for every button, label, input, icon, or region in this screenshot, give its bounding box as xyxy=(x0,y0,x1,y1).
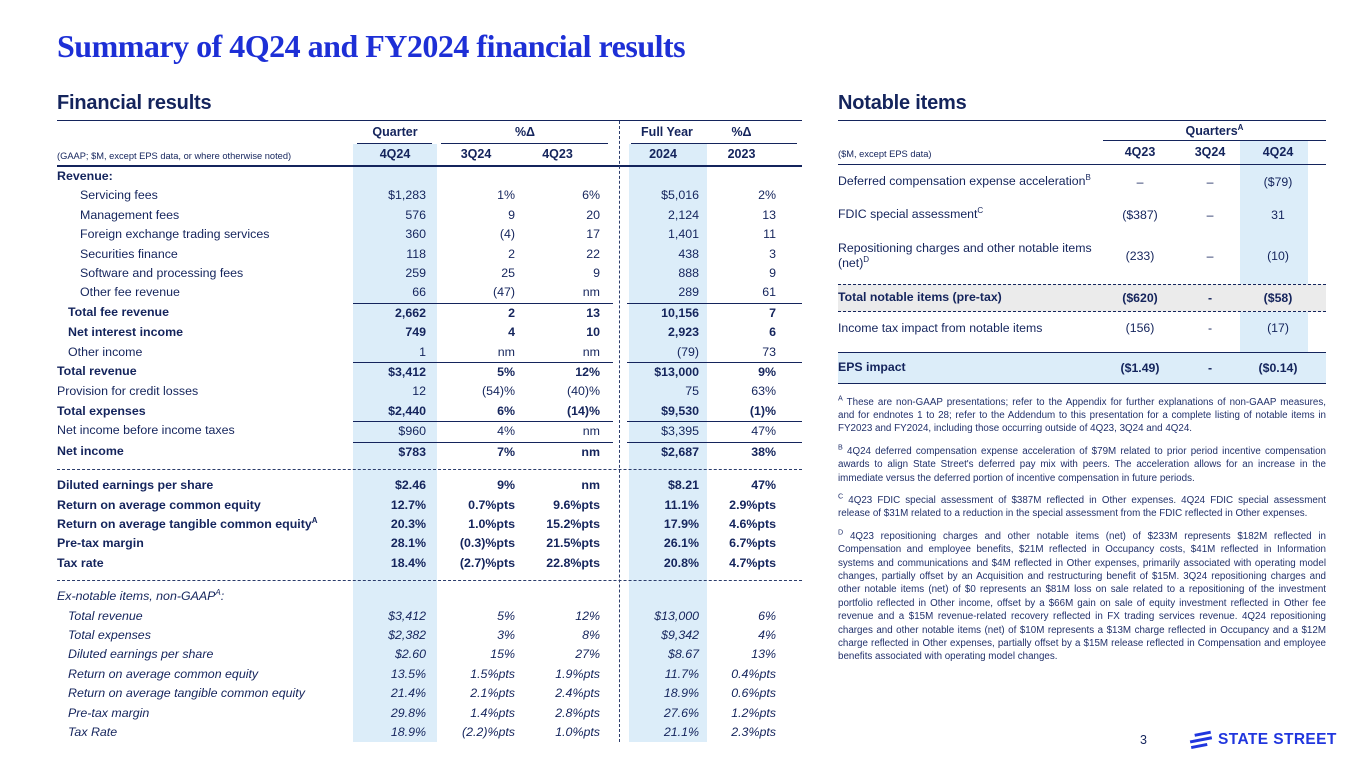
table-row xyxy=(838,165,1326,198)
cell-2023: 0.4%pts xyxy=(731,666,776,681)
cell-2023: 38% xyxy=(751,444,776,459)
vertical-dashed-divider xyxy=(619,121,620,742)
cell-4q24: $2.46 xyxy=(394,478,426,493)
cell-2023: 47% xyxy=(751,478,776,493)
cell-2023: 13% xyxy=(751,647,776,662)
financial-results-heading: Financial results xyxy=(57,92,212,114)
cell-2024: $13,000 xyxy=(654,365,699,380)
cell-3q24: 4 xyxy=(508,325,515,340)
table-row xyxy=(57,206,802,225)
brand-wordmark: STATE STREET xyxy=(1218,731,1337,748)
cell-2023: 9 xyxy=(769,266,776,281)
cell-2023: 9% xyxy=(758,365,776,380)
cell-4q23: ($1.49) xyxy=(1120,360,1160,375)
cell-4q23: nm xyxy=(581,478,600,493)
notable-items-section xyxy=(838,92,1326,673)
group-pct-change-year-label: %Δ xyxy=(731,125,752,139)
cell-4q23: nm xyxy=(581,444,600,459)
cell-4q24: $960 xyxy=(398,424,426,439)
row-label: Software and processing fees xyxy=(80,266,244,281)
state-street-logo-icon xyxy=(1188,730,1213,750)
row-label: EPS impact xyxy=(838,360,906,375)
table-row xyxy=(57,515,802,534)
cell-3q24: 6% xyxy=(497,403,515,418)
cell-4q23: 12% xyxy=(575,365,600,380)
cell-3q24: 1.4%pts xyxy=(470,705,515,720)
state-street-logo xyxy=(1188,730,1337,750)
cell-4q24: ($0.14) xyxy=(1258,360,1298,375)
cell-2024: 11.7% xyxy=(664,666,699,681)
cell-4q23: 12% xyxy=(575,608,600,623)
cell-4q23: (156) xyxy=(1125,321,1155,336)
cell-2024: $9,342 xyxy=(661,627,699,642)
cell-4q24: 749 xyxy=(405,325,426,340)
row-label: Other income xyxy=(68,344,143,359)
cell-3q24: (2.2)%pts xyxy=(461,724,515,739)
cell-2023: 2.9%pts xyxy=(729,497,776,512)
cell-2024: $9,530 xyxy=(661,403,699,418)
cell-4q23: 6% xyxy=(582,188,600,203)
cell-4q24: 66 xyxy=(412,285,426,300)
table-row xyxy=(57,554,802,573)
col-2023: 2023 xyxy=(727,147,756,161)
cell-3q24: (54)% xyxy=(481,384,515,399)
cell-2024: 438 xyxy=(678,246,699,261)
row-label: Total expenses xyxy=(57,403,146,418)
row-label: Return on average common equity xyxy=(68,666,259,681)
cell-4q24: 12 xyxy=(412,384,426,399)
cell-2024: 289 xyxy=(678,285,699,300)
footnote: $^D$ 4Q23 repositioning charges and other notable items (net) of $233M represents $182M reflected in Compensation and employee benefits, $21M reflected in Occupancy costs, $41M reflected in Information systems and communications and $4M reflected in Other expenses, primarily associated with operating model changes, partially offset by an Acquisition and restructuring benefit of $15M. 3Q24 repositioning charges and other notable items (net) of $0 represents an $81M loss on sale related to a repositioning of the investment portfolio reflected in Other income, offset by a $66M gain on sale of equity investment reflected in Other fee revenue and a $15M revenue-related recovery reflected in FX trading services revenue. 4Q24 repositioning charges and other notable items (net) of $10M represents a $13M charge reflected in Occupancy and a $12M charge reflected in Other expenses, partially offset by a $15M release reflected in Compensation and employee benefits associated with operating model changes. xyxy=(838,527,1326,663)
table-row xyxy=(57,323,802,342)
cell-2024: 11.1% xyxy=(664,497,699,512)
cell-2024 xyxy=(627,167,707,186)
col-4q24: 4Q24 xyxy=(1262,145,1294,159)
row-label: Total expenses xyxy=(68,627,151,642)
table-row xyxy=(57,186,802,205)
row-label: Net income before income taxes xyxy=(57,423,235,438)
table-row xyxy=(838,312,1326,345)
cell-4q24: 20.3% xyxy=(390,516,426,531)
cell-2024: $13,000 xyxy=(654,608,699,623)
table-row xyxy=(57,645,802,664)
cell-4q24: $1,283 xyxy=(388,188,426,203)
page-number: 3 xyxy=(1140,733,1147,747)
cell-4q24: 28.1% xyxy=(390,536,426,551)
col-2024: 2024 xyxy=(649,147,677,161)
row-label: Ex-notable items, non-$GAAP^A$: xyxy=(57,588,225,604)
cell-2023: 73 xyxy=(762,344,776,359)
quarters-footnote-ref: A xyxy=(1237,122,1244,132)
row-label: Tax Rate xyxy=(68,724,118,739)
table-row xyxy=(57,402,802,421)
table-row xyxy=(57,496,802,515)
row-label: Revenue: xyxy=(57,169,113,183)
cell-2023: 2% xyxy=(758,188,776,203)
cell-4q24: 31 xyxy=(1271,208,1285,223)
cell-2023: 47% xyxy=(751,424,776,439)
row-label: Securities finance xyxy=(80,246,178,261)
cell-4q24: 18.9% xyxy=(390,724,426,739)
cell-4q23: 2.4%pts xyxy=(555,686,600,701)
row-label: Repositioning charges and other notable items (net)$^D$ xyxy=(838,240,1092,271)
col-4q23: 4Q23 xyxy=(542,147,573,161)
cell-4q24: $2,382 xyxy=(388,627,426,642)
financial-results-table xyxy=(57,120,802,742)
row-label: Pre-tax margin xyxy=(57,536,144,551)
table-row xyxy=(838,232,1326,281)
cell-3q24: (0.3)%pts xyxy=(459,536,515,551)
table-row xyxy=(57,442,802,462)
cell-4q24: (10) xyxy=(1267,249,1289,264)
row-label: Diluted earnings per share xyxy=(68,647,214,662)
group-full-year xyxy=(627,125,802,144)
cell-4q23: ($387) xyxy=(1122,208,1158,223)
cell-2024 xyxy=(627,587,707,606)
row-label: Total revenue xyxy=(68,608,143,623)
row-label: Management fees xyxy=(80,207,180,222)
cell-4q24: $783 xyxy=(398,444,426,459)
row-label: Servicing fees xyxy=(80,188,158,203)
cell-4q23 xyxy=(515,167,613,186)
financial-results-section xyxy=(57,92,802,742)
row-label: Net income xyxy=(57,443,124,458)
page-title: Summary of 4Q24 and FY2024 financial results xyxy=(57,28,686,64)
cell-4q23: 9 xyxy=(593,266,600,281)
footnote: $^B$ 4Q24 deferred compensation expense acceleration of $79M related to prior period incentive compensation awards to align State Street's deferred pay mix with peers. The acceleration allows for an increase in the immediate versus the deferred portion of incentive compensation in future periods. xyxy=(838,442,1326,484)
quarters-label: Quarters xyxy=(1185,124,1238,138)
cell-4q24: 21.4% xyxy=(390,686,426,701)
cell-2024: 26.1% xyxy=(663,536,699,551)
cell-4q23: – xyxy=(1136,174,1144,189)
cell-4q24: (17) xyxy=(1267,321,1289,336)
cell-3q24: 2.1%pts xyxy=(470,686,515,701)
cell-4q24 xyxy=(353,167,437,186)
cell-2023: 1.2%pts xyxy=(731,705,776,720)
cell-3q24: 1% xyxy=(497,188,515,203)
cell-2023 xyxy=(707,167,802,186)
cell-4q23: 22.8%pts xyxy=(546,555,600,570)
cell-2023: 61 xyxy=(762,285,776,300)
notable-items-table xyxy=(838,120,1326,384)
cell-2024: 17.9% xyxy=(663,516,699,531)
row-label: Return on average common equity xyxy=(57,497,261,512)
table-row xyxy=(57,382,802,401)
cell-2023: 13 xyxy=(762,207,776,222)
cell-4q24: 29.8% xyxy=(390,705,426,720)
cell-3q24: 1.0%pts xyxy=(468,516,515,531)
cell-4q23: 10 xyxy=(586,325,600,340)
table-row xyxy=(57,469,802,495)
notable-units-note: ($M, except EPS data) xyxy=(838,149,932,159)
cell-2023: 6% xyxy=(758,608,776,623)
footnote: $^C$ 4Q23 FDIC special assessment of $387M reflected in Other expenses. 4Q24 FDIC special assessment release of $31M related to a reduction in the special assessment from the FDIC reflected in Other expenses. xyxy=(838,491,1326,520)
table-row xyxy=(57,343,802,362)
table-row xyxy=(838,352,1326,383)
cell-4q24: 2,662 xyxy=(394,305,426,320)
cell-4q23: 15.2%pts xyxy=(546,516,600,531)
cell-3q24: 2 xyxy=(508,246,515,261)
cell-2024: $3,395 xyxy=(661,424,699,439)
table-row xyxy=(57,245,802,264)
cell-3q24: (47) xyxy=(492,285,515,300)
cell-4q23 xyxy=(515,587,613,606)
cell-2023 xyxy=(707,587,802,606)
footnotes xyxy=(838,393,1326,664)
row-label: FDIC special assessment$^C$ xyxy=(838,206,984,222)
table-row xyxy=(57,684,802,703)
cell-4q23: 27% xyxy=(575,647,600,662)
cell-2024: 888 xyxy=(678,266,699,281)
cell-3q24: 1.5%pts xyxy=(470,666,515,681)
cell-2024: 27.6% xyxy=(663,705,699,720)
table-row xyxy=(57,167,802,186)
row-label: Other fee revenue xyxy=(80,285,180,300)
col-3q24: 3Q24 xyxy=(460,147,492,161)
group-quarter: Quarter xyxy=(353,125,437,144)
cell-2023: 11 xyxy=(763,227,776,242)
column-group-header-row xyxy=(57,121,802,144)
cell-4q23: (40)% xyxy=(566,384,600,399)
row-label: Foreign exchange trading services xyxy=(80,227,270,242)
cell-3q24: nm xyxy=(497,344,515,359)
row-label: Return on average tangible common equity$^A$ xyxy=(57,515,318,531)
cell-3q24: 7% xyxy=(497,444,515,459)
cell-2024: 20.8% xyxy=(663,555,699,570)
notable-column-header-row xyxy=(838,141,1326,165)
cell-4q24: $3,412 xyxy=(388,608,426,623)
row-label: Total notable items (pre-tax) xyxy=(838,290,1002,305)
cell-3q24 xyxy=(437,167,515,186)
cell-2024: $5,016 xyxy=(661,188,699,203)
cell-2024: 2,923 xyxy=(667,325,699,340)
row-label: Net interest income xyxy=(68,325,183,340)
cell-4q24: ($79) xyxy=(1263,174,1293,189)
table-row xyxy=(57,723,802,742)
cell-2024: 75 xyxy=(685,384,699,399)
cell-4q24: 18.4% xyxy=(390,555,426,570)
table-row xyxy=(838,284,1326,311)
cell-4q23: 9.6%pts xyxy=(553,497,600,512)
cell-2024: 1,401 xyxy=(667,227,699,242)
cell-4q23: 2.8%pts xyxy=(555,705,600,720)
table-row xyxy=(57,704,802,723)
table-row xyxy=(57,225,802,244)
cell-2023: 4.7%pts xyxy=(729,555,776,570)
cell-4q23: 13 xyxy=(586,305,600,320)
cell-3q24: – xyxy=(1206,249,1214,264)
cell-2023: (1)% xyxy=(749,403,776,418)
col-3q24: 3Q24 xyxy=(1194,145,1226,159)
cell-4q23: 22 xyxy=(586,246,600,261)
cell-3q24: – xyxy=(1206,174,1214,189)
cell-2024: $8.67 xyxy=(667,647,699,662)
row-label: Provision for credit losses xyxy=(57,384,199,399)
cell-2023: 6.7%pts xyxy=(729,536,776,551)
notable-items-heading: Notable items xyxy=(838,92,967,114)
table-row xyxy=(57,421,802,441)
group-full-year-label: Full Year xyxy=(641,125,693,139)
cell-3q24: 3% xyxy=(497,627,515,642)
cell-3q24: 15% xyxy=(490,647,515,662)
cell-2024: 21.1% xyxy=(663,724,699,739)
cell-2024: 2,124 xyxy=(667,207,699,222)
cell-3q24: - xyxy=(1207,321,1213,336)
cell-4q23: nm xyxy=(582,344,600,359)
group-pct-change-quarter: %Δ xyxy=(437,125,613,144)
cell-3q24: 5% xyxy=(497,365,515,380)
row-label: Return on average tangible common equity xyxy=(68,686,305,701)
cell-3q24: - xyxy=(1207,360,1213,375)
table-row xyxy=(838,198,1326,231)
cell-2023: 4% xyxy=(758,627,776,642)
cell-2023: 63% xyxy=(751,384,776,399)
column-header-row xyxy=(57,144,802,167)
cell-4q23: 1.9%pts xyxy=(555,666,600,681)
cell-4q24: 360 xyxy=(405,227,426,242)
cell-4q24 xyxy=(353,587,437,606)
cell-4q23: (233) xyxy=(1125,249,1155,264)
cell-3q24: 0.7%pts xyxy=(468,497,515,512)
cell-2023: 6 xyxy=(769,325,776,340)
cell-4q24: 13.5% xyxy=(390,666,426,681)
cell-2023: 0.6%pts xyxy=(731,686,776,701)
cell-2024: 18.9% xyxy=(663,686,699,701)
cell-3q24: – xyxy=(1206,208,1214,223)
table-row xyxy=(57,264,802,283)
cell-3q24: 5% xyxy=(497,608,515,623)
cell-4q23: ($620) xyxy=(1122,291,1158,306)
financial-rows xyxy=(57,167,802,742)
cell-2023: 2.3%pts xyxy=(731,724,776,739)
cell-4q23: 17 xyxy=(586,227,600,242)
table-row xyxy=(57,626,802,645)
row-label: Pre-tax margin xyxy=(68,705,150,720)
cell-3q24 xyxy=(437,587,515,606)
cell-4q23: nm xyxy=(582,285,600,300)
cell-4q24: 118 xyxy=(406,246,426,261)
table-row xyxy=(57,580,802,606)
cell-3q24: (2.7)%pts xyxy=(459,555,515,570)
cell-4q23: (14)% xyxy=(566,403,600,418)
cell-2024: $2,687 xyxy=(661,444,699,459)
row-label: Tax rate xyxy=(57,555,104,570)
row-label: Income tax impact from notable items xyxy=(838,320,1043,335)
cell-3q24: 9 xyxy=(508,207,515,222)
cell-2024: 10,156 xyxy=(661,305,699,320)
cell-4q24: $2,440 xyxy=(388,403,426,418)
cell-2023: 4.6%pts xyxy=(729,516,776,531)
table-row xyxy=(57,362,802,382)
cell-4q24: 1 xyxy=(419,344,426,359)
cell-4q24: ($58) xyxy=(1263,291,1293,306)
table-row xyxy=(57,665,802,684)
cell-4q24: 12.7% xyxy=(390,497,426,512)
cell-3q24: 25 xyxy=(501,266,515,281)
row-label: Diluted earnings per share xyxy=(57,478,214,493)
cell-2023: 3 xyxy=(769,246,776,261)
table-row xyxy=(57,534,802,553)
row-label: Total fee revenue xyxy=(68,304,169,319)
cell-4q23: nm xyxy=(582,424,600,439)
cell-2024: $8.21 xyxy=(667,478,699,493)
cell-4q23: 8% xyxy=(582,627,600,642)
cell-4q24: 259 xyxy=(405,266,426,281)
cell-3q24: 4% xyxy=(497,424,515,439)
table-row xyxy=(57,303,802,323)
row-label: Total revenue xyxy=(57,364,137,379)
col-4q23: 4Q23 xyxy=(1124,145,1156,159)
cell-4q23: 1.0%pts xyxy=(555,724,600,739)
cell-2024: (79) xyxy=(676,344,699,359)
table-units-note: (GAAP; $M, except EPS data, or where otherwise noted) xyxy=(57,151,292,161)
cell-3q24: - xyxy=(1207,291,1213,306)
footnote: $^A$ These are non-GAAP presentations; refer to the Appendix for further explanations of non-GAAP measures, and for endnotes 1 to 28; refer to the Addendum to this presentation for a complete listing of notable items in FY2023 and FY2024, including those occurring outside of 4Q23, 3Q24 and 4Q24. xyxy=(838,393,1326,435)
cell-3q24: (4) xyxy=(499,227,515,242)
cell-4q23: 21.5%pts xyxy=(546,536,600,551)
row-label: Deferred compensation expense acceleration$^B$ xyxy=(838,172,1091,188)
quarters-group-header xyxy=(838,121,1326,141)
cell-3q24: 2 xyxy=(508,305,515,320)
cell-4q24: $2.60 xyxy=(394,647,426,662)
cell-4q23: 20 xyxy=(586,207,600,222)
table-row xyxy=(57,607,802,626)
cell-4q24: $3,412 xyxy=(388,365,426,380)
col-4q24: 4Q24 xyxy=(379,147,411,161)
cell-4q24: 576 xyxy=(405,207,426,222)
cell-2023: 7 xyxy=(769,305,776,320)
table-row xyxy=(57,283,802,302)
cell-3q24: 9% xyxy=(497,478,515,493)
